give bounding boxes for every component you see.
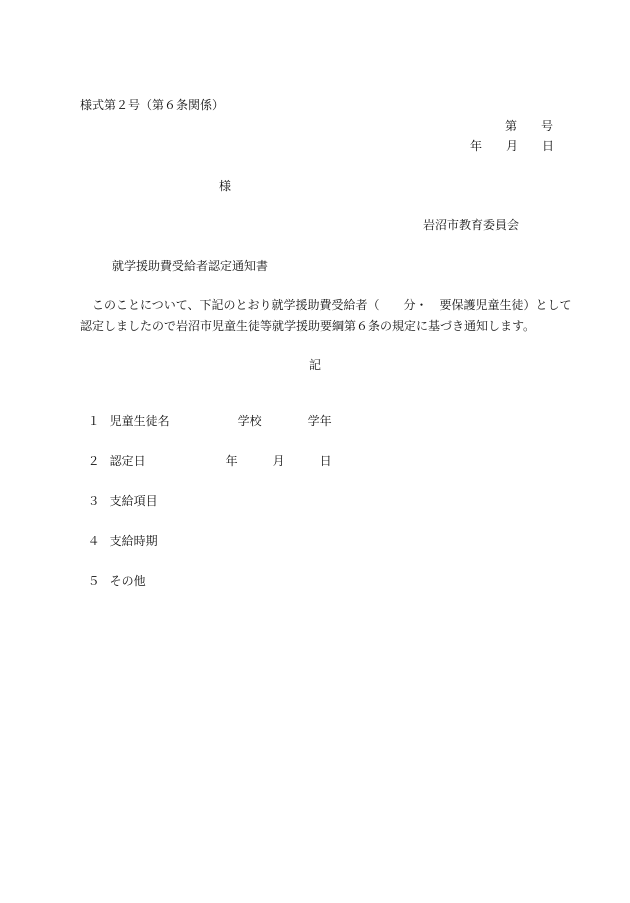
item-label: その他 [109, 574, 146, 588]
list-item-other [80, 557, 146, 589]
item-number: ２ [87, 454, 100, 468]
item-number: ３ [87, 494, 100, 508]
item-label: 支給項目 [109, 494, 158, 508]
item-label: 支給時期 [109, 534, 158, 548]
item-label: 児童生徒名 [109, 414, 170, 428]
month-field-label: 月 [272, 454, 285, 468]
issuer-name: 岩沼市教育委員会 [423, 218, 520, 232]
list-item-payment-period [80, 517, 158, 549]
school-field-label: 学校 [237, 414, 262, 428]
body-text-line-2: 認定しましたので岩沼市児童生徒等就学援助要綱第６条の規定に基づき通知します。 [80, 319, 536, 333]
day-field-label: 日 [319, 454, 332, 468]
item-number: ４ [87, 534, 100, 548]
grade-field-label: 学年 [307, 414, 332, 428]
body-text-line-1: このことについて、下記のとおり就学援助費受給者（ 分・ 要保護児童生徒）として [80, 298, 572, 312]
list-item-payment-items [80, 477, 158, 509]
item-label: 認定日 [109, 454, 146, 468]
notes-heading: 記 [309, 358, 322, 372]
item-number: １ [87, 414, 100, 428]
item-number: ５ [87, 574, 100, 588]
date-line: 年 月 日 [470, 139, 555, 153]
year-field-label: 年 [225, 454, 238, 468]
list-item-student-name [80, 397, 332, 429]
list-item-approval-date [80, 437, 332, 469]
issue-number-line: 第 号 [505, 119, 554, 133]
recipient-suffix: 様 [219, 179, 232, 193]
form-number-label: 様式第２号（第６条関係） [80, 98, 225, 112]
document-title: 就学援助費受給者認定通知書 [112, 259, 269, 273]
